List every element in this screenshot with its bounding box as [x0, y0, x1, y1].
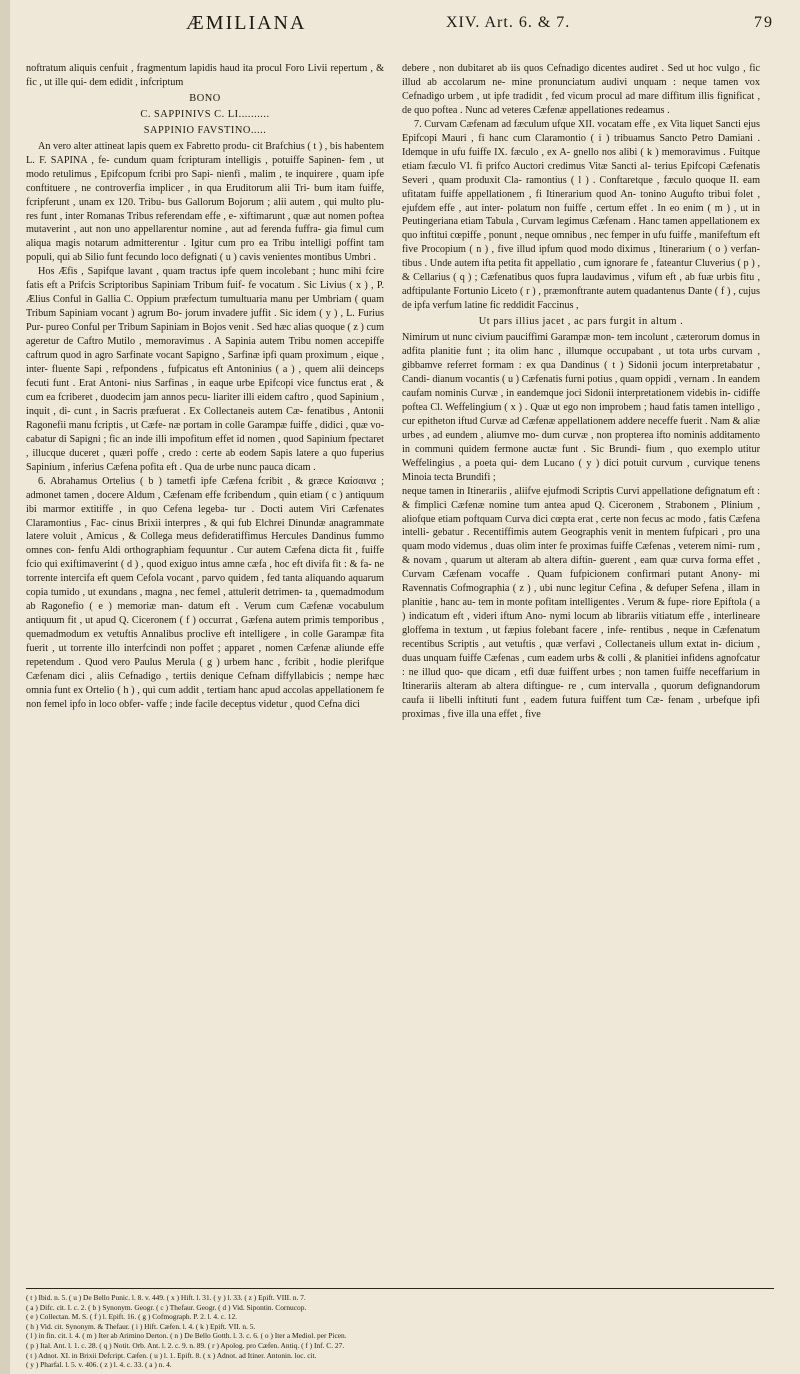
footnote-line: ( t ) Adnot. XI. in Brixii Defcript. Cæfen. ( u ) l. 1. Epift. 8. ( x ) Adnot. ad Itiner. Antonin. loc. cit.: [26, 1350, 317, 1360]
page-number: 79: [754, 14, 774, 31]
paragraph: An vero alter attineat lapis quem ex Fabretto produ- cit Brafchius ( t ) , bis habentem L. F. SAPINA , fe- cundum quam fcripturam intelligis , potuiffe Sapinen- fem , ut modo retulimus , Epifcopum fcribi pro Sapi- nienfi , malim , te inquirere , quam ipfe conftituere , ne controverfia implicer , in qua Eruditorum alii Tri- bum itam fuiffe, fcripferunt , unam ex 120. Tribu- bus Gallorum Bojorum ; alii autem , qui multo plu- res funt , inter Romanas Tribus referendam effe , e- xiftimarunt , quæ aut nomen poftea mutaverint , aut non uno appellarentur nomine , aut ad ferenda fuffra- gia fimul cum aliqua magis notarum admitterentur . Igitur cum pro ea Tribu intelligi poffint tam populi, qui ab Silio funt fecundo loco defignati ( u ) cavis venientes montibus Umbri .: [26, 140, 384, 264]
footnote-line: ( a ) Difc. cit. I. c. 2. ( b ) Synonym. Geogr. ( c ) Thefaur. Geogr. ( d ) Vid. Sipontin. Cornucop.: [26, 1302, 307, 1312]
inscription-line: BONO: [189, 92, 221, 104]
footnote-line: ( l ) in fin. cit. l. 4. ( m ) Iter ab Arimino Derton. ( n ) De Bello Gotth. l. 3. c. 6. ( o ) Iter a Mediol. per Picen.: [26, 1331, 347, 1341]
right-column: [402, 62, 760, 722]
paragraph: 6. Abrahamus Ortelius ( b ) tametfi ipfe Cæfena fcribit , & græce Καίσαινα ; admonet tamen , docere Aldum , Cæfenam effe fcribendum , quin etiam ( c ) antiquum ibi marmor extitiffe , in quo Cefena legeba- tur . Docti autem Viri Cæfenates Claramontius , Fac- cinus Brixii interpres , & qui fub Elchrei Dinundæ anagrammate latere voluit , Amicus , & Collega meus defideratiffimus Hercules Dandinus fummo omnes con- fenfu Aldi orthographiam fequuntur . Cur autem Cæfena dicta fit , fuiffe fcio qui exiftimaverint ( d ) , quod exiguo intus amne cæfa , hoc eft divifa fit : & fa- ne torrente intercifa eft quem Cefola vocant , parvo quidem , fed tanta aliquando aquarum copia tumido , ut exundans , magna , nec femel , attulerit detrimen- ta , quemadmodum ab Ragonefio ( e ) memoriæ man- datum eft . Verum cum Cæfenæ vocabulum antiquum fit , ut apud Q. Ciceronem ( f ) occurrat , Gæfena autem primis temporibus , quemadmodum ex vetuftis Annalibus proclive eft intelligere , in colle Garampæ fita fuerit , ut torrente illo interfcindi non poffet ; apparet , nomen Cæfenæ aliunde effe repetendum . Quod vero Paulus Merula ( g ) urbem hanc , fcribit , hodie plerifque Cæfenam dici , aliis Cefnadigo , tertiis denique Cefnam diffyllabicis ; nempe hæc omnia funt ex Ortelio ( h ) , qui cum addit , tertiam hanc apud accolas appellationem fe non femel ipfo in loco obfer- vaffe ; inde facile deceptus videtur , quod Cefna dici: [26, 475, 384, 710]
paragraph: debere , non dubitaret ab iis quos Cefnadigo dicentes audiret . Sed ut hoc vulgo , fic illud ab accolarum ne- mine pronunciatum audivi unquam : neque tamen vox Cefnadigo urbem , ut ipfe tradidit , fed vicum procul ad mare diffitum illis fignificat , de quo poftea . Nunc ad veteres Cæfenæ appellationes redeamus .: [402, 63, 760, 116]
running-head-section: XIV. Art. 6. & 7.: [446, 14, 571, 31]
footnote-line: ( t ) Ibid. n. 5. ( u ) De Bello Punic. l. 8. v. 449. ( x ) Hift. l. 31. ( y ) l. 33. ( z ) Epift. VIII. n. 7.: [26, 1293, 306, 1302]
paragraph: Nimirum ut nunc civium pauciffimi Garampæ mon- tem incolunt , cæterorum domus in adfita planitie funt ; ita olim hanc , illumque occupabant , ut tota urbs curvam , gibbamve referret formam : ex qua Dandinus ( t ) Sidonii jocum interpretabatur , Candi- dianum vocantis ( u ) Cæfenatis furni potius , quam oppidi , vernam . In eandem caufam nominis Curvæ , in eandemque joci Sidonii interpretationem videbis in- cidiffe poftea Cl. Weffelingium ( x ) . Quæ ut ego non improbem ; haud fatis tamen intelligo , cur epitheton iftud Curvæ ad Cæfenæ appellationem addere neceffe fuerit . Nam & aliæ urbes , ad eundem , aliumve mo- dum curvæ , non propterea ifto nominis additamento in communi quidem fermone auctæ funt . Sic Brundi- fium , quo exemplo utitur Weffelingius , a poeta qui- dem Lucano ( y ) dici potuit curvum , curvique tenens Minoia tecta Brundifi ;: [402, 332, 760, 483]
running-head-title: ÆMILIANA: [186, 12, 307, 34]
footnote-line: ( y ) Pharfal. l. 5. v. 406. ( z ) l. 4. c. 33. ( a ) n. 4.: [26, 1360, 172, 1370]
page-gutter-shadow: [0, 0, 10, 1374]
paragraph: 7. Curvam Cæfenam ad fæculum ufque XII. vocatam effe , ex Vita liquet Sancti ejus Epifcopi Mauri , fi hanc cum Claramontio ( i ) tribuamus Sancto Petro Damiani . Idemque in ufu fuiffe IX. fæculo , ex A- gnello nos alibi ( k ) memoravimus . Fuitque etiam fæculo VI. fi prifco Auctori credimus Vitæ Sancti al- terius Epifcopi Cæfenatis Severi , quam produxit Cla- ramontius ( l ) . Conftaretque , fæculo quoque II. eam ufitatam fuiffe appellationem , fi Itinerarium quod An- tonino Augufto tribui folet , ejufdem effe , aut inter- polatum non fuiffe , certum effet . In eo enim ( m ) , ut in Peutingeriana etiam Tabula , Curvam legimus Cæfenam . Hanc tamen appellationem ex quo inftitui cœpiffe , ponunt , neque omnibus , nec femper in ufu fuiffe , manifeftum eft five Procopium ( n ) , five illud ipfum quod modo diximus , Itinerarium ( o ) verfan- tibus . Unde autem ifta petita fit appellatio , cum ignorare fe , fateantur Cluverius ( p ) , & Cellarius ( q ) ; Cæfenatibus quos fupra laudavimus , vifum eft , ab fuæ urbis fitu , adftipulante Fortunio Liceto ( r ) , præmonftrante autem quadantenus Dante ( f ) , cujus de ipfa verfum latine fic reddidit Faccinus ,: [402, 118, 760, 312]
footnote-line: ( e ) Collectan. M. S. ( f ) l. Epift. 16. ( g ) Cofmograph. P. 2. l. 4. c. 12.: [26, 1312, 238, 1322]
footnotes: [26, 1288, 774, 1370]
paragraph: neque tamen in Itinerariis , aliifve ejufmodi Scriptis Curvi appellatione defignatum eft : & fimplici Cæfenæ nomine tum antea apud Q. Ciceronem , Strabonem , Plinium , aliofque etiam poftquam Curva dici cœpta erat , certe non fecus ac modo , fatis Cæfena intelli- gebatur . Recentiffimis autem Geographis venit in mentem fufpicari , pro una quam modo videmus , duas olim inter fe proximas fuiffe Cæfenas , veterem nimi- rum , & novam , quarum ut alteram ab altera diftin- guerent , eam quæ curva forma effet , Curvam Cæfenam vocaffe . Quam fufpicionem confirmari putant Anony- mi Ravennatis Cofmographia ( z ) , ubi nunc legitur Cefina , & defuper Sefena , illam in planitie , hanc au- tem in monte pofitam intelligentes . Verum & fupe- riore Epiftola ( a ) indicatum eft , videri iftum Ano- nymi locum ab librariis vitiatum effe , interlineare gloffema in textum , ut fæpius folebant facere , infe- rentibus , neque in Cæfenatum recentibus Scriptis , aut vetuftis , quæ verfavi , Collectaneis ullum extat in- dicium , duas unquam fuiffe Cæfenas , cum eadem urbs & colli , & planitiei infidens agnofcatur : ne illud quo- que dicam , etfi duæ fuiffent urbes ; non tamen fuiffe neceffarium in Itinerariis alteram ab altera diftingue- re , cum intervalla , quorum defignandorum caufa ii libelli inftituti funt , eadem futura fuiffent tum Cæ- fenam , urbefque ipfi proximas , five illa una effet , five: [402, 485, 760, 720]
paragraph: noftratum aliquis cenfuit , fragmentum lapidis haud ita procul Foro Livii repertum , & fic , ut ille qui- dem edidit , infcriptum: [26, 63, 384, 88]
inscription-line: SAPPINIO FAVSTINO.....: [143, 124, 267, 136]
footnote-line: ( p ) Ital. Ant. l. 1. c. 28. ( q ) Notit. Orb. Ant. l. 2. c. 9. n. 89. ( r ) Apolog. pro Cæfen. Antiq. ( f ) Inf. C. 27.: [26, 1340, 345, 1350]
footnote-line: ( h ) Vid. cit. Synonym. & Thefaur. ( i ) Hift. Cæfen. l. 4. ( k ) Epift. VII. n. 5.: [26, 1321, 256, 1331]
inscription-line: C. SAPPINIVS C. LI..........: [140, 108, 270, 120]
book-page: [26, 12, 774, 1370]
verse-quote: Ut pars illius jacet , ac pars furgit in altum .: [478, 316, 684, 328]
running-head: [186, 12, 786, 40]
paragraph: Hos Æfis , Sapifque lavant , quam tractus ipfe quem incolebant ; hunc mihi fcire fatis eft a Prifcis Scriptoribus Sapiniam Tribum fuif- fe vocatum . Sic Livius ( x ) , P. Ælius Conful in Gallia C. Oppium præfectum tumultuaria manu per Umbriam ( quam Tribum Sapiniam vocant ) agrum Bo- jorum invadere juffit . Sic idem ( y ) , L. Furius Pur- pureo Conful per Tribum Sapiniam in Bojos venit . Sed hæc alias quoque ( z ) cum ageretur de Caftro Mutilo , memoravimus . A Sapinia autem Tribu nomen accepiffe caftrum quod in agro Sarfinate vocant Sapigno , Sarfinæ ipfi quam proximum , eique , inter- fluente Sapi , refpondens , fufpicatus eft Antoninius ( a ) , quem alii deinceps fecuti funt . Erat Antoni- nius Sarfinas , in eaque urbe Epifcopi vice functus erat , & cum ea fcriberet , duodecim jam annos pecu- liariter illi eidem caftro , quod Sapinium , inquit , di- cunt , in Sacris præfuerat . Ex Collectaneis autem Cæ- fenatibus , Antonii Ragonefii manu fcriptis , ut Cæfe- næ portam in colle Garampæ fuiffe , didici , quæ vo- cabatur di Sapigni ; fic an inde illi impofitum effet id nomen , quod Sapinium fpectaret , illucque duceret , quæri poffe , credo : certe ab eodem Sapis latere a quo fuperius Sapinium , inferius Cæfena pofita eft . Qua de urbe nunc pauca dicam .: [26, 266, 384, 473]
left-column: [26, 62, 384, 712]
